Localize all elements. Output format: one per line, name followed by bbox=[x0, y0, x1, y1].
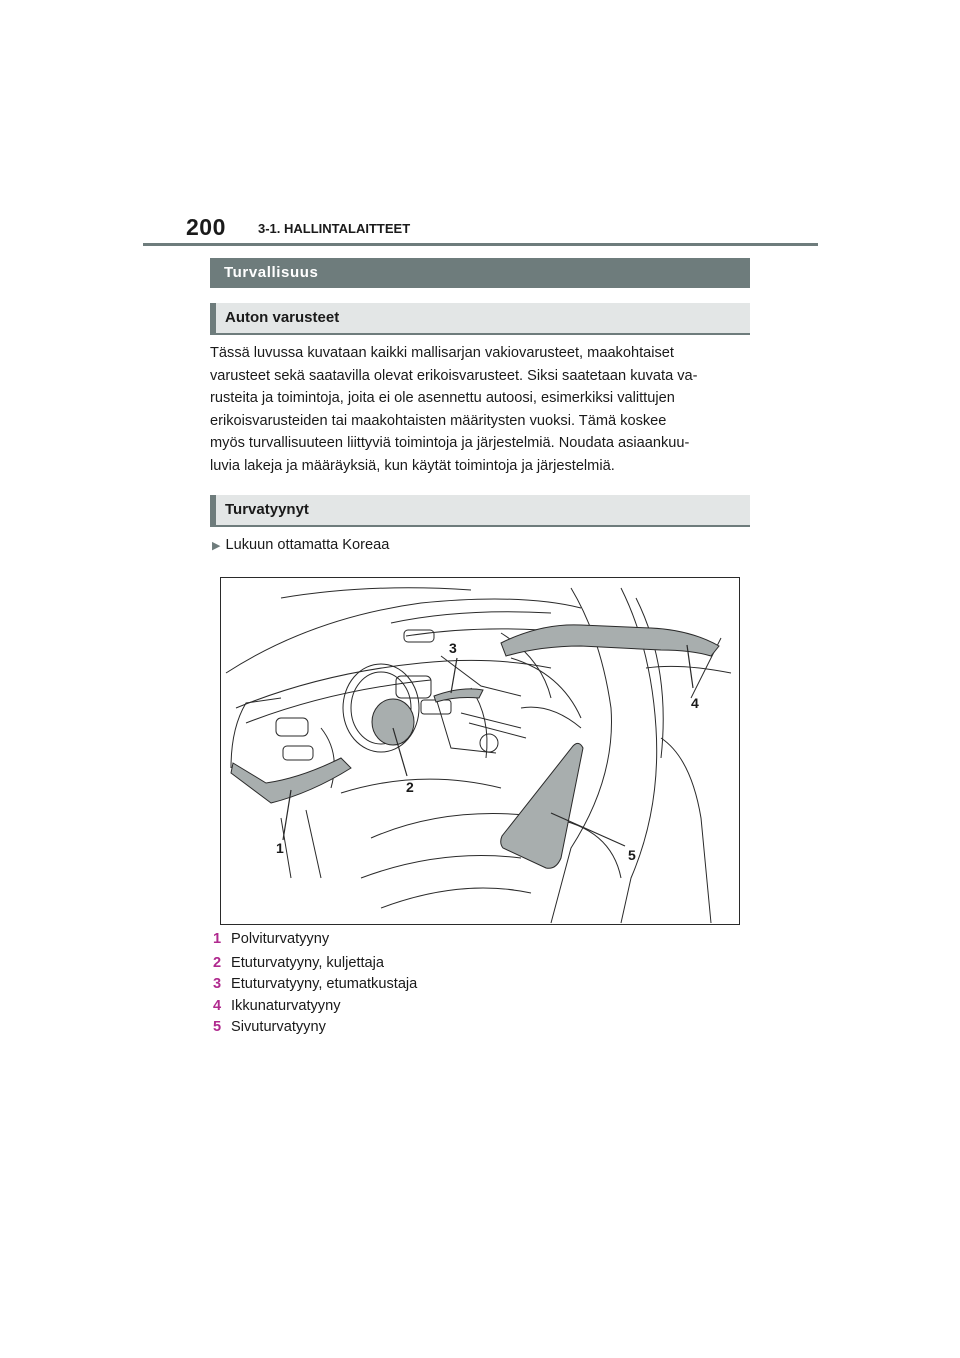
paragraph-line: luvia lakeja ja määräyksiä, kun käytät toimintoja ja järjestelmiä. bbox=[210, 457, 615, 474]
legend-label: Etuturvatyyny, etumatkustaja bbox=[231, 976, 418, 992]
paragraph-line: myös turvallisuuteen liittyviä toimintoja ja järjestelmiä. Noudata asiaankuu- bbox=[210, 435, 690, 452]
bullet-item bbox=[212, 537, 389, 553]
callout-5: 5 bbox=[628, 847, 636, 863]
legend-label: Sivuturvatyyny bbox=[231, 1019, 326, 1035]
callout-1: 1 bbox=[276, 840, 284, 856]
legend-number: 1 bbox=[213, 931, 222, 947]
legend-item bbox=[213, 974, 417, 996]
legend-item bbox=[213, 996, 417, 1018]
chapter-title: 3-1. HALLINTALAITTEET bbox=[258, 221, 411, 236]
page-number: 200 bbox=[186, 214, 226, 240]
legend-number: 3 bbox=[213, 976, 222, 992]
legend-item bbox=[213, 929, 417, 951]
paragraph-line: erikoisvarusteiden tai maakohtaisten määritysten vuoksi. Tämä koskee bbox=[210, 412, 667, 429]
callout-3: 3 bbox=[449, 640, 457, 656]
callout-4: 4 bbox=[691, 695, 699, 711]
legend-number: 2 bbox=[213, 954, 222, 971]
triangle-bullet-icon: ▶ bbox=[212, 540, 221, 552]
callout-2: 2 bbox=[406, 779, 414, 795]
bullet-text: Lukuun ottamatta Koreaa bbox=[225, 537, 390, 553]
subsection-title-equipment: Auton varusteet bbox=[210, 303, 750, 335]
subsection-title-airbags: Turvatyynyt bbox=[210, 495, 750, 527]
legend-label: Polviturvatyyny bbox=[231, 931, 330, 947]
section-title: Turvallisuus bbox=[210, 258, 750, 288]
airbag-figure bbox=[220, 577, 740, 925]
legend-label: Etuturvatyyny, kuljettaja bbox=[231, 954, 385, 971]
paragraph-line: varusteet sekä saatavilla olevat erikoisvarusteet. Siksi saatetaan kuvata va- bbox=[210, 367, 698, 384]
legend-number: 4 bbox=[213, 997, 222, 1014]
legend-item bbox=[213, 1017, 417, 1039]
paragraph-line: Tässä luvussa kuvataan kaikki mallisarjan vakiovarusteet, maakohtaiset bbox=[210, 345, 674, 361]
legend-item bbox=[213, 953, 417, 975]
car-interior-illustration bbox=[221, 578, 739, 924]
figure-legend bbox=[213, 929, 417, 1039]
paragraph-line: rusteita ja toimintoja, joita ei ole asennettu autoosi, esimerkiksi valittujen bbox=[210, 390, 675, 407]
legend-label: Ikkunaturvatyyny bbox=[231, 997, 341, 1014]
legend-number: 5 bbox=[213, 1019, 222, 1035]
header-rule bbox=[143, 243, 818, 246]
body-paragraph bbox=[210, 342, 755, 478]
